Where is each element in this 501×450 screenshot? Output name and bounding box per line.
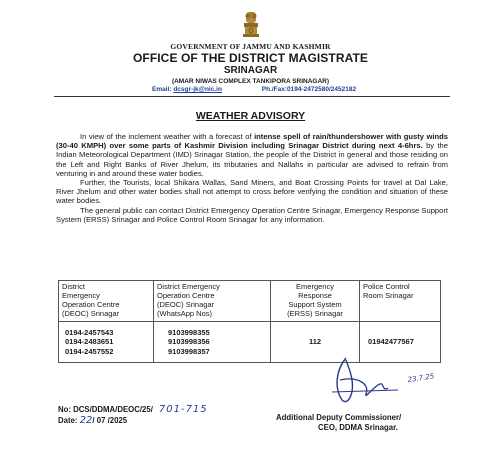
cell-police-number[interactable]: 01942477567 (360, 322, 441, 363)
advisory-body (56, 132, 448, 224)
header-line: Response (298, 291, 332, 300)
reference-date-rest: / 07 /2025 (92, 416, 128, 425)
cell-deoc-numbers (59, 322, 154, 363)
table-header-police (360, 281, 441, 322)
header-line: (WhatsApp Nos) (157, 309, 213, 318)
signature-icon (318, 350, 448, 410)
email-link[interactable]: dcsgr-jk@nic.in (173, 86, 222, 93)
reference-number-label: No: DCS/DDMA/DEOC/25/ (58, 405, 153, 414)
cell-whatsapp-numbers (154, 322, 271, 363)
reference-number (58, 404, 208, 415)
city-heading: SRINAGAR (223, 65, 278, 76)
phone-number[interactable]: 0194-2457552 (65, 346, 114, 356)
table-header-erss (271, 281, 360, 322)
reference-number-handwritten: 701-715 (158, 404, 208, 415)
phone-number[interactable]: 0194-2457543 (65, 327, 114, 337)
contact-line (152, 86, 356, 93)
phone-number[interactable]: 0194-2483651 (65, 337, 114, 347)
whatsapp-number[interactable]: 9103998356 (168, 337, 210, 347)
header-divider (54, 96, 450, 97)
header-line: District Emergency (157, 282, 220, 291)
header-line: Police Control (363, 282, 410, 291)
office-address: (AMAR NIWAS COMPLEX TANKIPORA SRINAGAR) (171, 78, 330, 85)
paragraph-tourists: Further, the Tourists, local Shikara Wallas, Sand Miners, and Boat Crossing Points for travel at Dal Lake, River Jhelum and other water bodies shall not attempt to cross before verifying the condition and situation of these water bodies. (56, 178, 448, 206)
whatsapp-number[interactable]: 9103998355 (168, 327, 210, 337)
header-line: Emergency (62, 291, 100, 300)
reference-date-day: 22 (79, 415, 93, 426)
header-line: District (62, 282, 85, 291)
reference-block (58, 404, 208, 426)
government-heading: GOVERNMENT OF JAMMU AND KASHMIR (170, 42, 331, 51)
header-line: Emergency (296, 282, 334, 291)
paragraph-forecast-bold: intense spell of rain/thundershower with gusty winds (30-40 KMPH) over some parts of Kashmir Division including Srinagar District during next 4-6hrs. (56, 132, 448, 151)
signatory-office: CEO, DDMA Srinagar. (318, 423, 398, 432)
table-header-deoc (59, 281, 154, 322)
signatory-block (276, 413, 440, 433)
advisory-title-text: WEATHER ADVISORY (195, 110, 306, 122)
reference-date (58, 415, 208, 426)
state-emblem-icon (239, 10, 263, 40)
paragraph-contact: The general public can contact District Emergency Operation Centre Srinagar, Emergency Response Support System (ERSS) Srinagar and Police Control Room Srinagar for any information. (56, 205, 448, 224)
header-line: Operation Centre (157, 291, 215, 300)
paragraph-forecast-intro: In view of the inclement weather with a forecast of (80, 132, 255, 141)
paragraph-forecast (56, 132, 448, 178)
paragraph-forecast-rest: by the Indian Meteorological Department (IMD) Srinagar Station, the people of the District in general and those residing on the Left and Right Banks of River Jhelum, its tributaries and Nallahs in particular are advised to refrain from venturing in and around these water bodies. (56, 141, 449, 178)
header-line: Operation Centre (62, 300, 120, 309)
whatsapp-number[interactable]: 9103998357 (168, 346, 210, 356)
header-line: Room Srinagar (363, 291, 414, 300)
table-header-whatsapp (154, 281, 271, 322)
email-label: Email: (152, 86, 172, 93)
header-line: (DEOC) Srinagar (62, 309, 120, 318)
header-line: (DEOC) Srinagar (157, 300, 215, 309)
table-header-row (59, 281, 441, 322)
signatory-title: Additional Deputy Commissioner/ (276, 413, 402, 422)
reference-date-label: Date: (58, 416, 78, 425)
office-heading: OFFICE OF THE DISTRICT MAGISTRATE (132, 51, 369, 65)
signature-date: 23.7.25 (407, 372, 435, 384)
header-line: Support System (288, 300, 342, 309)
advisory-title (0, 110, 501, 122)
header-line: (ERSS) Srinagar (287, 309, 343, 318)
phone-fax: Ph./Fax:0194-2472580/2452182 (261, 86, 357, 93)
cell-erss-number[interactable]: 112 (271, 322, 360, 363)
